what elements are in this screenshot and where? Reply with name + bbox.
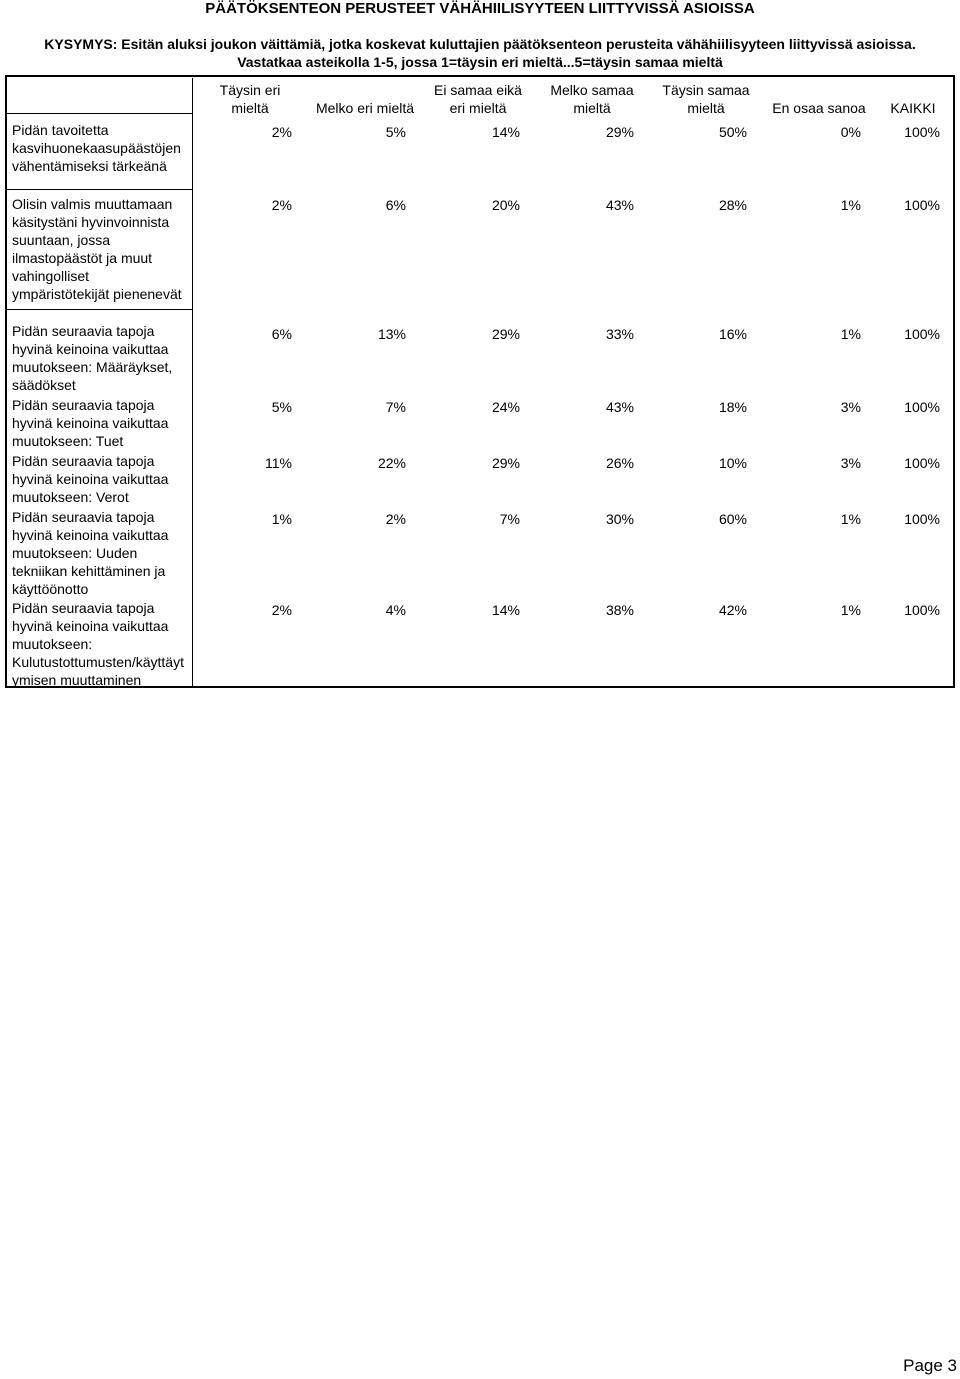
statement-cell <box>5 190 193 310</box>
value-cell: 29% <box>605 124 634 140</box>
value-cell: 100% <box>904 326 940 342</box>
value-cell: 100% <box>904 197 940 213</box>
column-header-6-line-2: En osaa sanoa <box>772 100 866 116</box>
statement-cell <box>12 322 192 394</box>
statement-line: ilmastopäästöt ja muut <box>12 250 153 266</box>
value-cell: 100% <box>904 455 940 471</box>
statement-line: muutokseen: Määräykset, <box>12 359 173 375</box>
statement-line: Pidän seuraavia tapoja <box>12 397 155 413</box>
column-header-1 <box>202 81 298 117</box>
statement-line: hyvinä keinoina vaikuttaa <box>12 341 169 357</box>
value-cell: 43% <box>605 399 634 415</box>
column-header-4-line-1: Melko samaa <box>550 82 634 98</box>
question-line-1: KYSYMYS: Esitän aluksi joukon väittämiä, jotka koskevat kuluttajien päätöksenteon perusteita vähähiilisyyteen liittyvissä asioissa. <box>44 36 916 52</box>
value-cell: 1% <box>840 511 861 527</box>
value-cell: 50% <box>718 124 747 140</box>
column-header-1-line-2: mieltä <box>231 100 269 116</box>
value-cell: 5% <box>385 124 406 140</box>
value-cell: 22% <box>377 455 406 471</box>
statement-line: Pidän seuraavia tapoja <box>12 509 155 525</box>
statement-line: muutokseen: <box>12 636 93 652</box>
statement-cell <box>12 599 192 689</box>
question-line-2: Vastatkaa asteikolla 1-5, jossa 1=täysin eri mieltä...5=täysin samaa mieltä <box>237 54 723 70</box>
value-cell: 2% <box>271 124 292 140</box>
value-cell: 11% <box>265 455 292 471</box>
statement-cell <box>12 508 192 598</box>
value-cell: 26% <box>605 455 634 471</box>
value-cell: 20% <box>491 197 520 213</box>
value-cell: 1% <box>840 326 861 342</box>
statement-line: hyvinä keinoina vaikuttaa <box>12 471 169 487</box>
column-header-3 <box>428 81 528 117</box>
value-cell: 42% <box>718 602 747 618</box>
statement-line: muutokseen: Uuden <box>12 545 138 561</box>
column-header-2 <box>305 81 425 117</box>
value-cell: 6% <box>385 197 406 213</box>
value-cell: 2% <box>385 511 406 527</box>
statement-cell <box>12 452 192 506</box>
document-title: PÄÄTÖKSENTEON PERUSTEET VÄHÄHIILISYYTEEN LIITTYVISSÄ ASIOISSA <box>205 0 755 17</box>
column-header-7-line-2: KAIKKI <box>890 100 936 116</box>
statement-line: muutokseen: Verot <box>12 489 129 505</box>
value-cell: 33% <box>605 326 634 342</box>
statement-line: tekniikan kehittäminen ja <box>12 563 166 579</box>
value-cell: 43% <box>605 197 634 213</box>
value-cell: 100% <box>904 602 940 618</box>
value-cell: 2% <box>271 197 292 213</box>
value-cell: 18% <box>718 399 747 415</box>
statement-line: hyvinä keinoina vaikuttaa <box>12 527 169 543</box>
statement-line: Olisin valmis muuttamaan <box>12 196 173 212</box>
statement-line: Pidän tavoitetta <box>12 122 109 138</box>
column-header-7-line-1 <box>880 81 946 99</box>
column-header-5-line-1: Täysin samaa <box>662 82 750 98</box>
value-cell: 7% <box>385 399 406 415</box>
value-cell: 1% <box>271 511 292 527</box>
value-cell: 100% <box>904 511 940 527</box>
question-text <box>0 35 960 71</box>
statement-line: hyvinä keinoina vaikuttaa <box>12 618 169 634</box>
value-cell: 29% <box>491 455 520 471</box>
statement-line: vähentämiseksi tärkeänä <box>12 158 167 174</box>
value-cell: 60% <box>718 511 747 527</box>
value-cell: 1% <box>840 197 861 213</box>
column-header-5 <box>652 81 760 117</box>
value-cell: 38% <box>605 602 634 618</box>
column-header-6-line-1 <box>766 81 872 99</box>
value-cell: 1% <box>840 602 861 618</box>
value-cell: 100% <box>904 399 940 415</box>
value-cell: 28% <box>718 197 747 213</box>
value-cell: 4% <box>385 602 406 618</box>
statement-line: suuntaan, jossa <box>12 232 111 248</box>
header-corner-cell <box>5 78 193 114</box>
value-cell: 29% <box>491 326 520 342</box>
column-header-4 <box>540 81 644 117</box>
statement-line: Kulutustottumusten/käyttäyt <box>12 654 184 670</box>
value-cell: 24% <box>491 399 520 415</box>
statement-line: hyvinä keinoina vaikuttaa <box>12 415 169 431</box>
value-cell: 14% <box>491 124 520 140</box>
page-number: Page 3 <box>903 1356 957 1375</box>
value-cell: 14% <box>491 602 520 618</box>
statement-line: Pidän seuraavia tapoja <box>12 453 155 469</box>
column-header-4-line-2: mieltä <box>573 100 611 116</box>
value-cell: 7% <box>499 511 520 527</box>
value-cell: 13% <box>377 326 406 342</box>
column-header-2-line-2: Melko eri mieltä <box>315 100 415 116</box>
column-header-3-line-1: Ei samaa eikä <box>434 82 522 98</box>
value-cell: 100% <box>904 124 940 140</box>
value-cell: 5% <box>271 399 292 415</box>
statement-line: käsitystäni hyvinvoinnista <box>12 214 170 230</box>
statement-line: kasvihuonekaasupäästöjen <box>12 140 181 156</box>
statement-line: ympäristötekijät pienenevät <box>12 286 182 302</box>
value-cell: 30% <box>605 511 634 527</box>
column-header-3-line-2: eri mieltä <box>449 100 507 116</box>
statement-line: Pidän seuraavia tapoja <box>12 323 155 339</box>
value-cell: 0% <box>840 124 861 140</box>
value-cell: 3% <box>840 455 861 471</box>
statement-cell <box>5 114 193 190</box>
value-cell: 6% <box>271 326 292 342</box>
column-header-7 <box>880 81 946 117</box>
value-cell: 3% <box>840 399 861 415</box>
value-cell: 2% <box>271 602 292 618</box>
statement-line: ymisen muuttaminen <box>12 672 142 688</box>
column-header-2-line-1 <box>305 81 425 99</box>
statement-line: muutokseen: Tuet <box>12 433 124 449</box>
column-header-1-line-1: Täysin eri <box>219 82 281 98</box>
statement-line: säädökset <box>12 377 76 393</box>
column-header-5-line-2: mieltä <box>687 100 725 116</box>
value-cell: 16% <box>718 326 747 342</box>
value-cell: 10% <box>718 455 747 471</box>
statement-line: vahingolliset <box>12 268 90 284</box>
statement-line: käyttöönotto <box>12 581 89 597</box>
statement-line: Pidän seuraavia tapoja <box>12 600 155 616</box>
column-header-6 <box>766 81 872 117</box>
statement-cell <box>12 396 192 450</box>
